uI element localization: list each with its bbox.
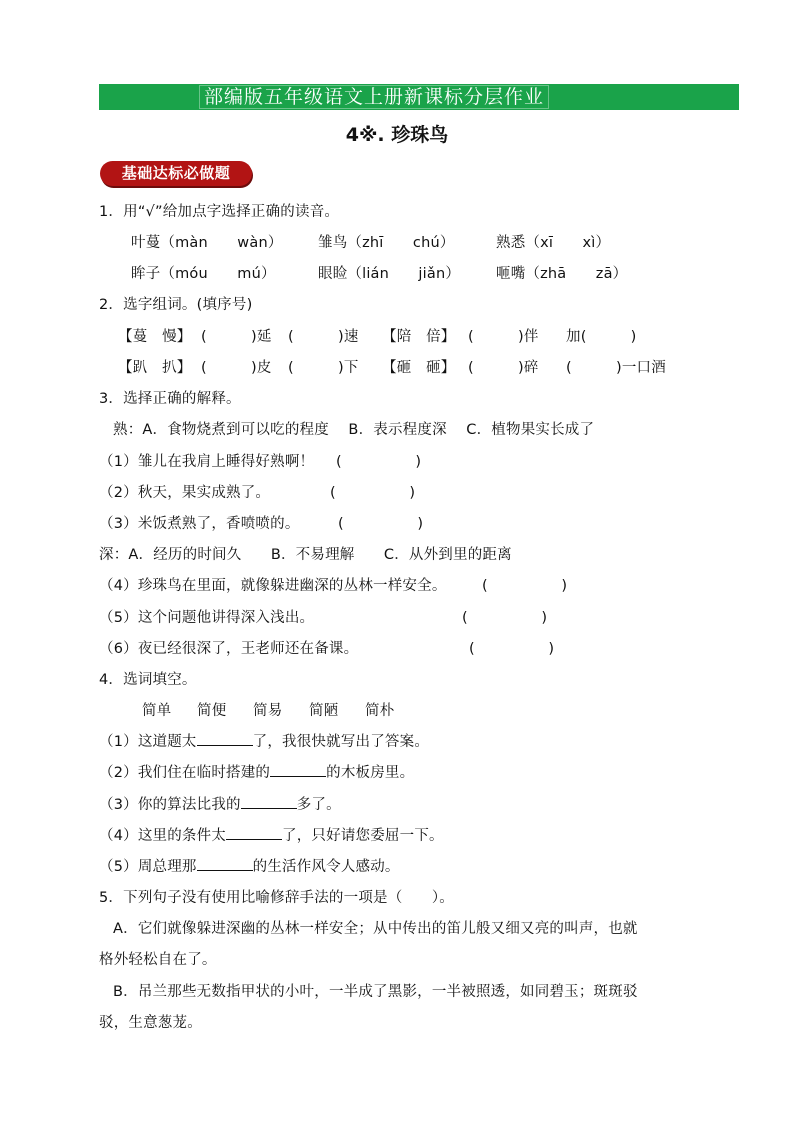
q1-item-3: 熟悉（xī xì）: [496, 235, 611, 251]
q4-sentence-1: （1）这道题太 了，我很快就写出了答案。: [99, 734, 430, 750]
q2-r2-blank2: ( )下: [288, 360, 359, 376]
q3-answer-2: ( ): [330, 485, 416, 501]
q5-option-a-line2: 格外轻松自在了。: [99, 952, 217, 968]
q4-word: 简便: [197, 703, 227, 719]
q3-answer-4: ( ): [482, 578, 568, 594]
q2-r1-blank2: ( )速: [288, 329, 359, 345]
q4-word: 简单: [142, 703, 172, 719]
q2-r2-group2: 【砸 砸】: [382, 360, 456, 376]
q3-sentence-6: （6）夜已经很深了，王老师还在备课。: [99, 641, 359, 657]
q3-shen-definition: 深：A．经历的时间久 B．不易理解 C．从外到里的距离: [99, 547, 512, 563]
q1-title: 1．用“√”给加点字选择正确的读音。: [99, 204, 340, 220]
q3-answer-3: ( ): [338, 516, 424, 532]
q2-r1-blank3: ( )伴: [468, 329, 539, 345]
q2-r2-blank4: ( )一口酒: [566, 360, 666, 376]
q1-item-1: 叶蔓（màn wàn）: [131, 235, 283, 251]
fill-blank[interactable]: [241, 807, 297, 809]
q5-option-b-line2: 驳，生意葱茏。: [99, 1015, 202, 1031]
q3-answer-1: ( ): [336, 454, 422, 470]
q4-word: 简朴: [365, 703, 395, 719]
q2-r1-group1: 【蔓 慢】: [118, 329, 192, 345]
q3-shu-definition: 熟：A．食物烧煮到可以吃的程度 B．表示程度深 C．植物果实长成了: [113, 422, 595, 438]
q4-word: 简易: [253, 703, 283, 719]
fill-blank[interactable]: [270, 775, 326, 777]
q1-item-6: 咂嘴（zhā zā）: [496, 266, 628, 282]
q3-sentence-4: （4）珍珠鸟在里面，就像躲进幽深的丛林一样安全。: [99, 578, 447, 594]
fill-blank[interactable]: [226, 838, 282, 840]
section-badge: 基础达标必做题: [100, 161, 252, 186]
q5-title: 5．下列句子没有使用比喻修辞手法的一项是（ ）。: [99, 890, 454, 906]
q2-r1-blank1: ( )延: [201, 329, 272, 345]
q4-word: 简陋: [309, 703, 339, 719]
lesson-title: 4※. 珍珠鸟: [345, 124, 449, 146]
q2-r2-blank3: ( )碎: [468, 360, 539, 376]
q3-sentence-3: （3）米饭煮熟了，香喷喷的。: [99, 516, 300, 532]
q3-title: 3．选择正确的解释。: [99, 391, 241, 407]
q3-answer-6: ( ): [469, 641, 555, 657]
q4-sentence-4: （4）这里的条件太 了，只好请您委屈一下。: [99, 828, 444, 844]
banner-title: 部编版五年级语文上册新课标分层作业: [200, 84, 548, 110]
q1-item-2: 雏鸟（zhī chú）: [318, 235, 455, 251]
q2-r1-blank4: 加( ): [566, 329, 637, 345]
q5-option-b-line1: B．吊兰那些无数指甲状的小叶，一半成了黑影，一半被照透，如同碧玉；斑斑驳: [113, 984, 638, 1000]
q4-sentence-3: （3）你的算法比我的 多了。: [99, 797, 341, 813]
fill-blank[interactable]: [197, 869, 253, 871]
q1-item-5: 眼睑（lián jiǎn）: [318, 266, 461, 282]
q4-sentence-5: （5）周总理那 的生活作风令人感动。: [99, 859, 400, 875]
q2-r1-group2: 【陪 倍】: [382, 329, 456, 345]
q2-r2-blank1: ( )皮: [201, 360, 272, 376]
q1-item-4: 眸子（móu mú）: [131, 266, 276, 282]
q3-sentence-2: （2）秋天，果实成熟了。: [99, 485, 271, 501]
q5-option-a-line1: A．它们就像躲进深幽的丛林一样安全；从中传出的笛儿般又细又亮的叫声，也就: [113, 921, 638, 937]
q3-sentence-5: （5）这个问题他讲得深入浅出。: [99, 610, 315, 626]
q2-title: 2．选字组词。(填序号): [99, 297, 253, 313]
q4-sentence-2: （2）我们住在临时搭建的 的木板房里。: [99, 765, 415, 781]
q3-sentence-1: （1）雏儿在我肩上睡得好熟啊！: [99, 454, 315, 470]
q2-r2-group1: 【趴 扒】: [118, 360, 192, 376]
fill-blank[interactable]: [197, 744, 253, 746]
q4-title: 4．选词填空。: [99, 672, 197, 688]
q3-answer-5: ( ): [462, 610, 548, 626]
